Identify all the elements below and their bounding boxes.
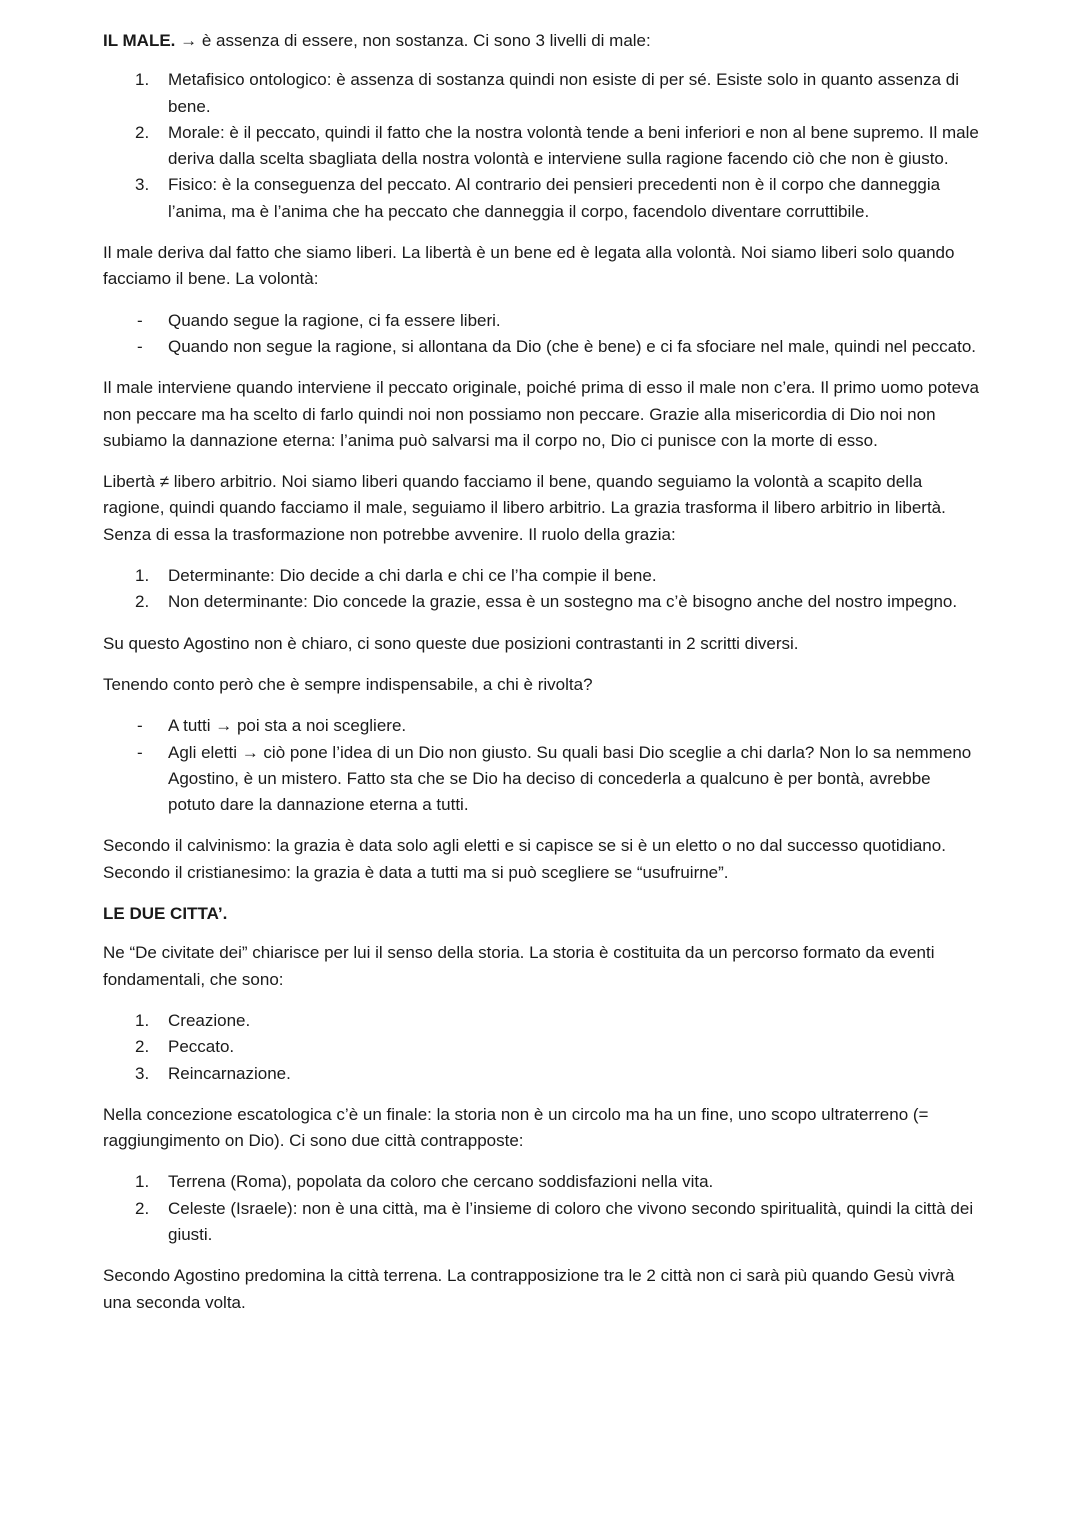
list-item (103, 334, 982, 360)
list-number: 1. (135, 1010, 150, 1030)
list-dash: - (137, 742, 143, 762)
paragraph-cristianesimo: Secondo il cristianesimo: la grazia è data a tutti ma si può scegliere se “usufruirne”. (103, 862, 729, 882)
list-dash: - (137, 310, 143, 330)
list-number: 2. (135, 1198, 150, 1218)
list-item (103, 1034, 982, 1060)
citta-list (103, 1169, 982, 1248)
paragraph-agostino: Su questo Agostino non è chiaro, ci sono queste due posizioni contrastanti in 2 scritti diversi. (103, 633, 799, 653)
due-citta-heading: LE DUE CITTA’. (103, 904, 228, 924)
list-number: 3. (135, 175, 150, 195)
paragraph-escatologica: Nella concezione escatologica c’è un finale: la storia non è un circolo ma ha un fine, uno scopo ultraterreno (= raggiungimento on Dio). Ci sono due città contrapposte: (103, 1104, 929, 1151)
paragraph-calvinismo: Secondo il calvinismo: la grazia è data solo agli eletti e si capisce se si è un eletto o no dal successo quotidiano. (103, 836, 946, 856)
list-text: Celeste (Israele): non è una città, ma è l’insieme di coloro che vivono secondo spiritualità, quindi la città dei giusti. (168, 1198, 974, 1244)
list-text: Quando segue la ragione, ci fa essere liberi. (168, 310, 501, 330)
list-item (103, 563, 982, 589)
paragraph-libero-arbitrio: Libertà ≠ libero arbitrio. Noi siamo liberi quando facciamo il bene, quando seguiamo la volontà a scapito della ragione, quindi quando facciamo il male, seguiamo il libero arbitrio. La grazia trasforma il libero arbitrio in libertà. Senza di essa la trasformazione non potrebbe avvenire. Il ruolo della grazia: (103, 472, 946, 544)
volonta-list (103, 308, 982, 361)
grazia-ruolo-list (103, 563, 982, 616)
list-text: Peccato. (168, 1037, 235, 1057)
paragraph-liberi: Il male deriva dal fatto che siamo liberi. La libertà è un bene ed è legata alla volontà. Noi siamo liberi solo quando facciamo il bene. La volontà: (103, 243, 955, 289)
male-intro: → è assenza di essere, non sostanza. Ci sono 3 livelli di male: (180, 31, 651, 50)
list-text: Creazione. (168, 1010, 251, 1030)
paragraph-conclusione: Secondo Agostino predomina la città terrena. La contrapposizione tra le 2 città non ci sarà più quando Gesù vivrà una seconda volta. (103, 1266, 955, 1312)
list-text: Morale: è il peccato, quindi il fatto che la nostra volontà tende a beni inferiori e non al bene supremo. Il male deriva dalla scelta sbagliata della nostra volontà e interviene sulla ragione facendo ciò che non è giusto. (168, 122, 979, 169)
levels-list (103, 67, 982, 225)
list-item (103, 120, 982, 173)
list-item (103, 589, 982, 615)
list-dash: - (137, 716, 143, 736)
male-heading: IL MALE. (103, 31, 176, 50)
list-number: 1. (135, 70, 150, 90)
list-item (103, 1169, 982, 1195)
list-item (103, 308, 982, 334)
list-text: Agli eletti → ciò pone l’idea di un Dio non giusto. Su quali basi Dio sceglie a chi darla? Non lo sa nemmeno Agostino, è un mistero. Fatto sta che se Dio ha deciso di concederla a qualcuno è per bontà, avrebbe potuto dare la dannazione eterna a tutti. (168, 742, 972, 815)
list-item (103, 67, 982, 120)
list-item (103, 1061, 982, 1087)
list-item (103, 740, 982, 819)
list-text: Determinante: Dio decide a chi darla e chi ce l’ha compie il bene. (168, 566, 657, 586)
list-number: 2. (135, 122, 150, 142)
list-text: A tutti → poi sta a noi scegliere. (168, 716, 407, 736)
list-text: Non determinante: Dio concede la grazie, essa è un sostegno ma c’è bisogno anche del nostro impegno. (168, 592, 958, 612)
paragraph-peccato-originale: Il male interviene quando interviene il peccato originale, poiché prima di esso il male non c’era. Il primo uomo poteva non peccare ma ha scelto di farlo quindi noi non possiamo non peccare. Grazie alla misericordia di Dio noi non subiamo la dannazione eterna: l’anima può salvarsi ma il corpo no, Dio ci punisce con la morte di esso. (103, 378, 979, 450)
list-number: 1. (135, 1172, 150, 1192)
eventi-list (103, 1008, 982, 1087)
list-text: Fisico: è la conseguenza del peccato. Al contrario dei pensieri precedenti non è il corpo che danneggia l’anima, ma è l’anima che ha peccato che danneggia il corpo, facendolo diventare corruttibile. (168, 175, 941, 221)
destinatari-list (103, 713, 982, 818)
paragraph-rivolta: Tenendo conto però che è sempre indispensabile, a chi è rivolta? (103, 674, 593, 694)
list-text: Quando non segue la ragione, si allontana da Dio (che è bene) e ci fa sfociare nel male, quindi nel peccato. (168, 336, 977, 356)
paragraph-storia: Ne “De civitate dei” chiarisce per lui il senso della storia. La storia è costituita da un percorso formato da eventi fondamentali, che sono: (103, 943, 935, 989)
list-number: 3. (135, 1063, 150, 1083)
male-heading-line (103, 28, 982, 54)
list-item (103, 1008, 982, 1034)
list-text: Reincarnazione. (168, 1063, 291, 1083)
list-number: 2. (135, 592, 150, 612)
list-text: Metafisico ontologico: è assenza di sostanza quindi non esiste di per sé. Esiste solo in quanto assenza di bene. (168, 70, 959, 116)
list-item (103, 1196, 982, 1249)
list-item (103, 172, 982, 225)
list-number: 1. (135, 566, 150, 586)
list-item (103, 713, 982, 739)
list-number: 2. (135, 1037, 150, 1057)
list-dash: - (137, 336, 143, 356)
list-text: Terrena (Roma), popolata da coloro che cercano soddisfazioni nella vita. (168, 1172, 714, 1192)
